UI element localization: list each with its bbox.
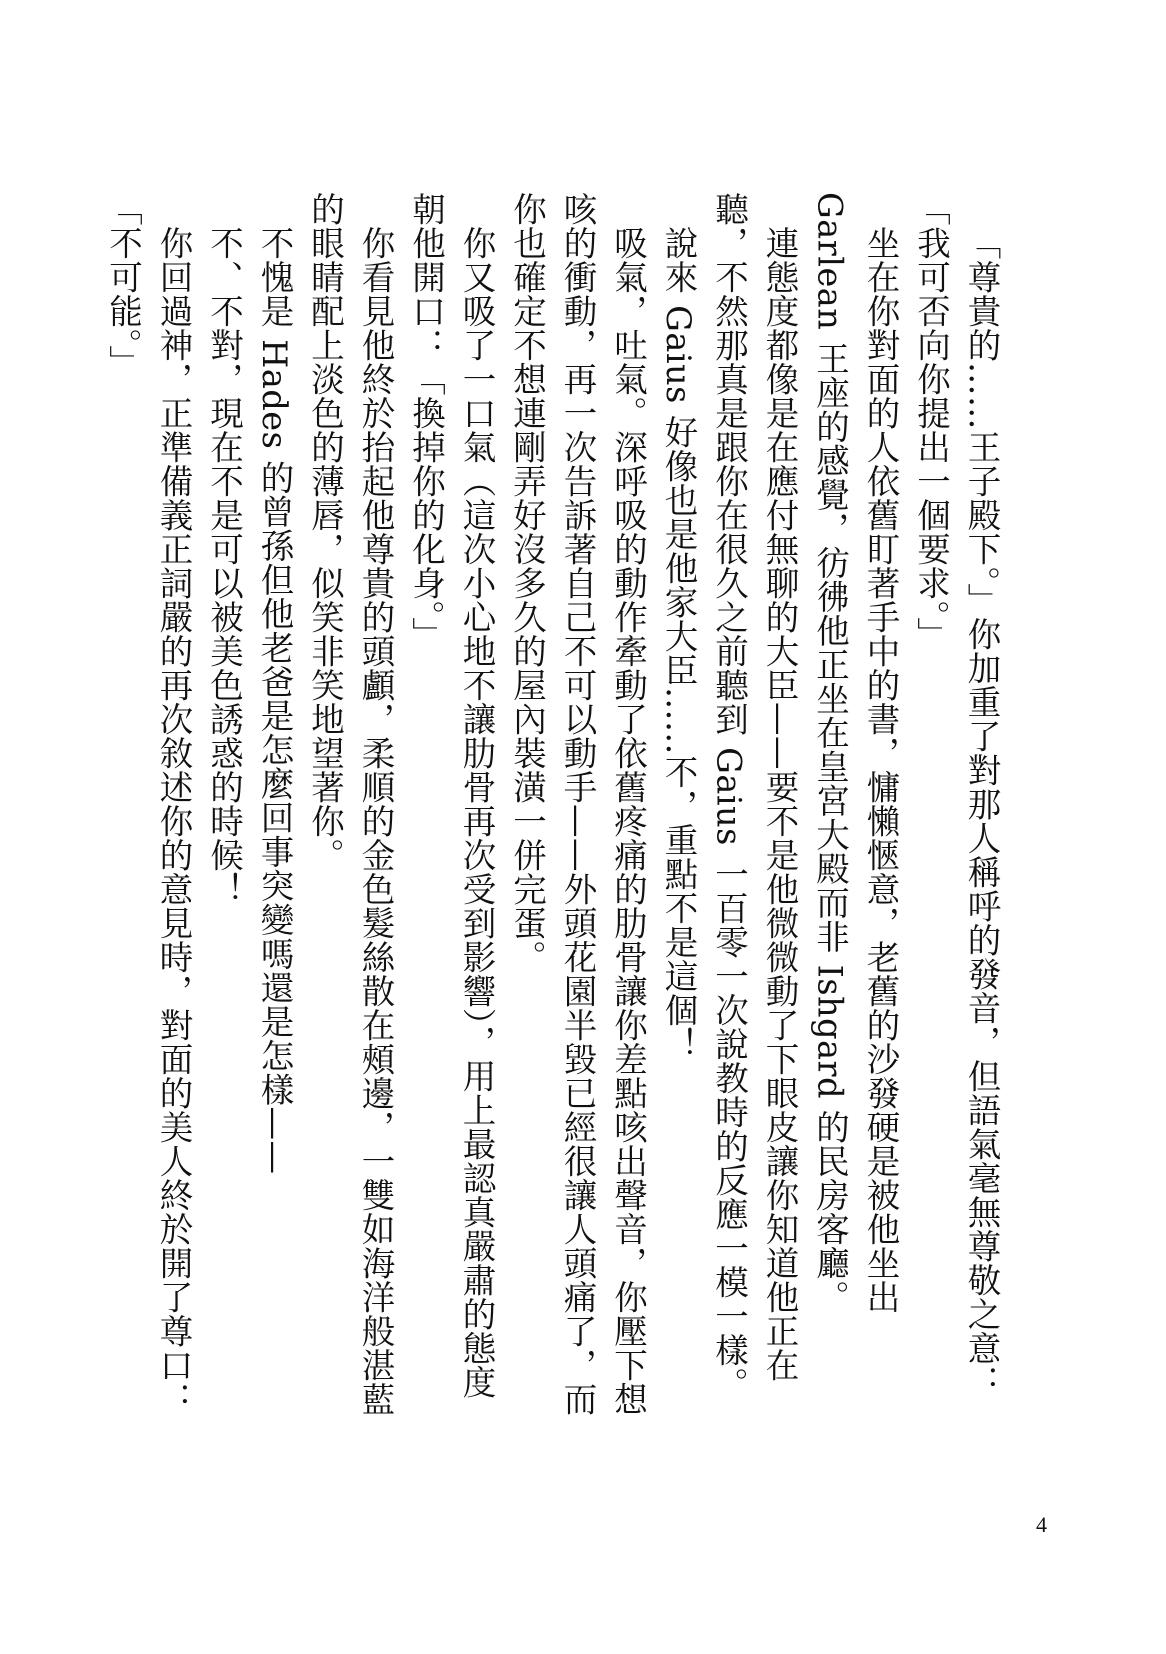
paragraph: 吸氣，吐氣。深呼吸的動作牽動了依舊疼痛的肋骨讓你差點咳出聲音，你壓下想咳的衝動，再一次告訴著自己不可以動手——外頭花園半毀已經很讓人頭痛了，而你也確定不想連剛弄好沒多久的屋內裝潢一併完蛋。 <box>507 192 648 1416</box>
paragraph: 你回過神，正準備義正詞嚴的再次敘述你的意見時，對面的美人終於開了尊口：「不可能。」 <box>103 192 193 1416</box>
paragraph: 連態度都像是在應付無聊的大臣——要不是他微微動了下眼皮讓你知道他正在聽，不然那真是跟你在很久之前聽到 Gaius 一百零一次說教時的反應一模一樣。 <box>709 192 799 1402</box>
paragraph: 不愧是 Hades 的曾孫但他老爸是怎麼回事突變嗎還是怎樣—— <box>255 225 294 1174</box>
paragraph: 坐在你對面的人依舊盯著手中的書，慵懶愜意，老舊的沙發硬是被他坐出 Garlean 王座的感覺，彷彿他正坐在皇宮大殿而非 Ishgard 的民房客廳。 <box>810 192 900 1315</box>
paragraph: 不、不對，現在不是可以被美色誘惑的時候！ <box>204 225 244 906</box>
paragraph: 「尊貴的……王子殿下。」你加重了對那人稱呼的發音，但語氣毫無尊敬之意：「我可否向你提出一個要求。」 <box>911 192 1001 1399</box>
paragraph: 你看見他終於抬起他尊貴的頭顱，柔順的金色髮絲散在頰邊，一雙如海洋般湛藍的眼睛配上淡色的薄唇，似笑非笑地望著你。 <box>305 192 395 1416</box>
paragraph: 說來 Gaius 好像也是他家大臣……不，重點不是這個！ <box>659 225 698 1061</box>
vertical-text-body <box>103 192 1006 1432</box>
paragraph: 你又吸了一口氣（這次小心地不讓肋骨再次受到影響），用上最認真嚴肅的態度朝他開口：「換掉你的化身。」 <box>406 192 496 1399</box>
page-number: 4 <box>1036 1512 1047 1537</box>
